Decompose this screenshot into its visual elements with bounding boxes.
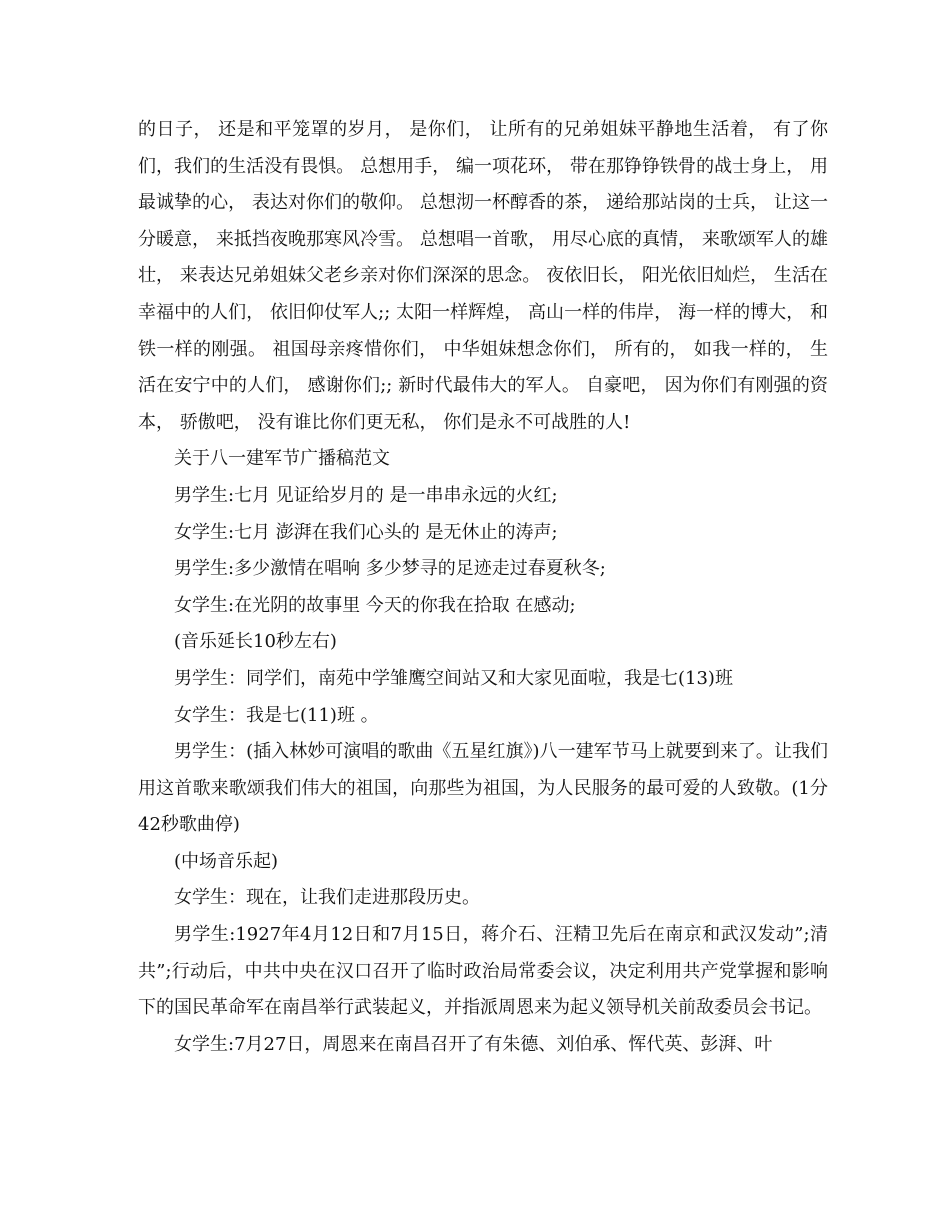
document-body xyxy=(138,112,828,1063)
stage-direction: (中场音乐起) xyxy=(174,850,279,872)
dialogue-line: 女学生：现在，让我们走进那段历史。 xyxy=(174,887,480,909)
dialogue-line: 女学生:七月 澎湃在我们心头的 是无休止的涛声; xyxy=(174,521,558,543)
dialogue-line: 女学生:7月27日，周恩来在南昌召开了有朱德、刘伯承、恽代英、彭湃、叶 xyxy=(174,1033,773,1055)
dialogue-line: 男学生:七月 见证给岁月的 是一串串永远的火红; xyxy=(174,484,558,506)
article-heading: 关于八一建军节广播稿范文 xyxy=(174,448,390,470)
dialogue-line: 女学生：我是七(11)班 。 xyxy=(174,704,379,726)
paragraph-continuation: 的日子， 还是和平笼罩的岁月， 是你们， 让所有的兄弟姐妹平静地生活着， 有了你们，我们的生活没有畏惧。 总想用手， 编一项花环， 带在那铮铮铁骨的战士身上， 用最诚挚的心， 表达对你们的敬仰。 总想沏一杯醇香的茶， 递给那站岗的士兵， 让这一分暖意， 来抵挡夜晚那寒风冷雪。 总想唱一首歌， 用尽心底的真情， 来歌颂军人的雄壮， 来表达兄弟姐妹父老乡亲对你们深深的思念。 夜依旧长， 阳光依旧灿烂， 生活在幸福中的人们， 依旧仰仗军人;; 太阳一样辉煌， 高山一样的伟岸， 海一样的博大， 和铁一样的刚强。 祖国母亲疼惜你们， 中华姐妹想念你们， 所有的， 如我一样的， 生活在安宁中的人们， 感谢你们;; 新时代最伟大的军人。 自豪吧， 因为你们有刚强的资本， 骄傲吧， 没有谁比你们更无私， 你们是永不可战胜的人! xyxy=(138,119,828,433)
dialogue-line: 男学生:多少激情在唱响 多少梦寻的足迹走过春夏秋冬; xyxy=(174,558,606,580)
dialogue-line: 女学生:在光阴的故事里 今天的你我在拾取 在感动; xyxy=(174,594,576,616)
stage-direction: (音乐延长10秒左右) xyxy=(174,631,337,653)
dialogue-line: 男学生：(插入林妙可演唱的歌曲《五星红旗》)八一建军节马上就要到来了。让我们用这首歌来歌颂我们伟大的祖国，向那些为祖国，为人民服务的最可爱的人致敬。(1分42秒歌曲停) xyxy=(138,741,828,836)
dialogue-line: 男学生:1927年4月12日和7月15日，蒋介石、汪精卫先后在南京和武汉发动”;清共”;行动后，中共中央在汉口召开了临时政治局常委会议，决定利用共产党掌握和影响下的国民革命军在南昌举行武装起义，并指派周恩来为起义领导机关前敌委员会书记。 xyxy=(138,924,828,1019)
dialogue-line: 男学生：同学们，南苑中学雏鹰空间站又和大家见面啦，我是七(13)班 xyxy=(174,667,733,689)
